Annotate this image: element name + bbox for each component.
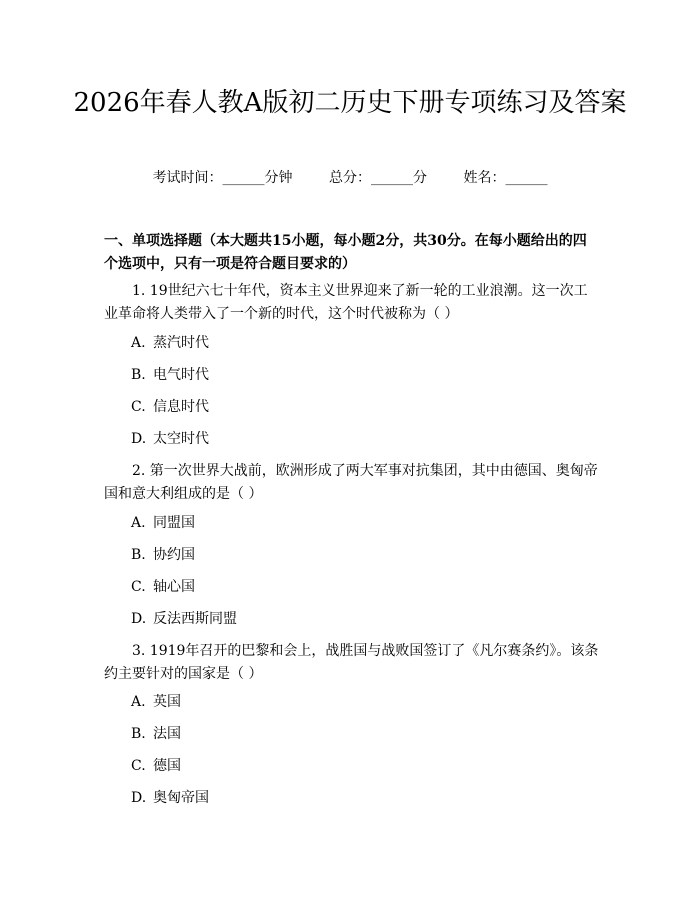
question-3-option-d: [131, 788, 209, 808]
option-text: 轴心国: [153, 579, 195, 595]
option-text: 反法西斯同盟: [153, 611, 237, 627]
option-text: 太空时代: [153, 431, 209, 447]
question-1-option-b: [131, 365, 209, 385]
question-2-option-b: [131, 545, 195, 565]
question-3: 3. 1919年召开的巴黎和会上，战胜国与战败国签订了《凡尔赛条约》。该条约主要针对的国家是（ ）: [104, 643, 599, 682]
question-2-option-c: [131, 577, 195, 597]
option-letter: B.: [131, 367, 146, 383]
option-letter: D.: [131, 790, 147, 806]
option-letter: C.: [131, 399, 146, 415]
question-3-option-b: [131, 724, 181, 744]
option-text: 电气时代: [153, 367, 209, 383]
question-1: 1. 19世纪六七十年代，资本主义世界迎来了新一轮的工业浪潮。这一次工业革命将人类带入了一个新的时代，这个时代被称为（ ）: [104, 283, 588, 322]
option-letter: A.: [131, 335, 146, 351]
option-text: 同盟国: [153, 515, 195, 531]
document-title: 2026年春人教A版初二历史下册专项练习及答案: [73, 88, 627, 118]
question-3-option-a: [131, 692, 181, 712]
total-score-label: 总分：______分: [329, 170, 427, 186]
option-letter: C.: [131, 758, 146, 774]
option-letter: B.: [131, 726, 146, 742]
option-text: 法国: [153, 726, 181, 742]
option-letter: A.: [131, 515, 146, 531]
option-letter: B.: [131, 547, 146, 563]
exam-time-label: 考试时间：______分钟: [152, 170, 293, 186]
question-2-option-d: [131, 609, 237, 629]
exam-meta: [0, 168, 700, 188]
option-letter: C.: [131, 579, 146, 595]
option-text: 英国: [153, 694, 181, 710]
option-letter: A.: [131, 694, 146, 710]
option-text: 蒸汽时代: [153, 335, 209, 351]
option-text: 协约国: [153, 547, 195, 563]
question-2-option-a: [131, 513, 195, 533]
question-2: 2. 第一次世界大战前，欧洲形成了两大军事对抗集团，其中由德国、奥匈帝国和意大利组成的是（ ）: [104, 463, 598, 502]
option-text: 信息时代: [153, 399, 209, 415]
question-1-option-d: [131, 429, 209, 449]
question-3-option-c: [131, 756, 181, 776]
option-letter: D.: [131, 611, 147, 627]
student-name-label: 姓名：______: [463, 170, 548, 186]
question-1-option-c: [131, 397, 209, 417]
option-letter: D.: [131, 431, 147, 447]
option-text: 德国: [153, 758, 181, 774]
option-text: 奥匈帝国: [153, 790, 209, 806]
section-heading: 一、单项选择题（本大题共15小题，每小题2分，共30分。在每小题给出的四个选项中，只有一项是符合题目要求的）: [104, 233, 587, 272]
question-1-option-a: [131, 333, 209, 353]
